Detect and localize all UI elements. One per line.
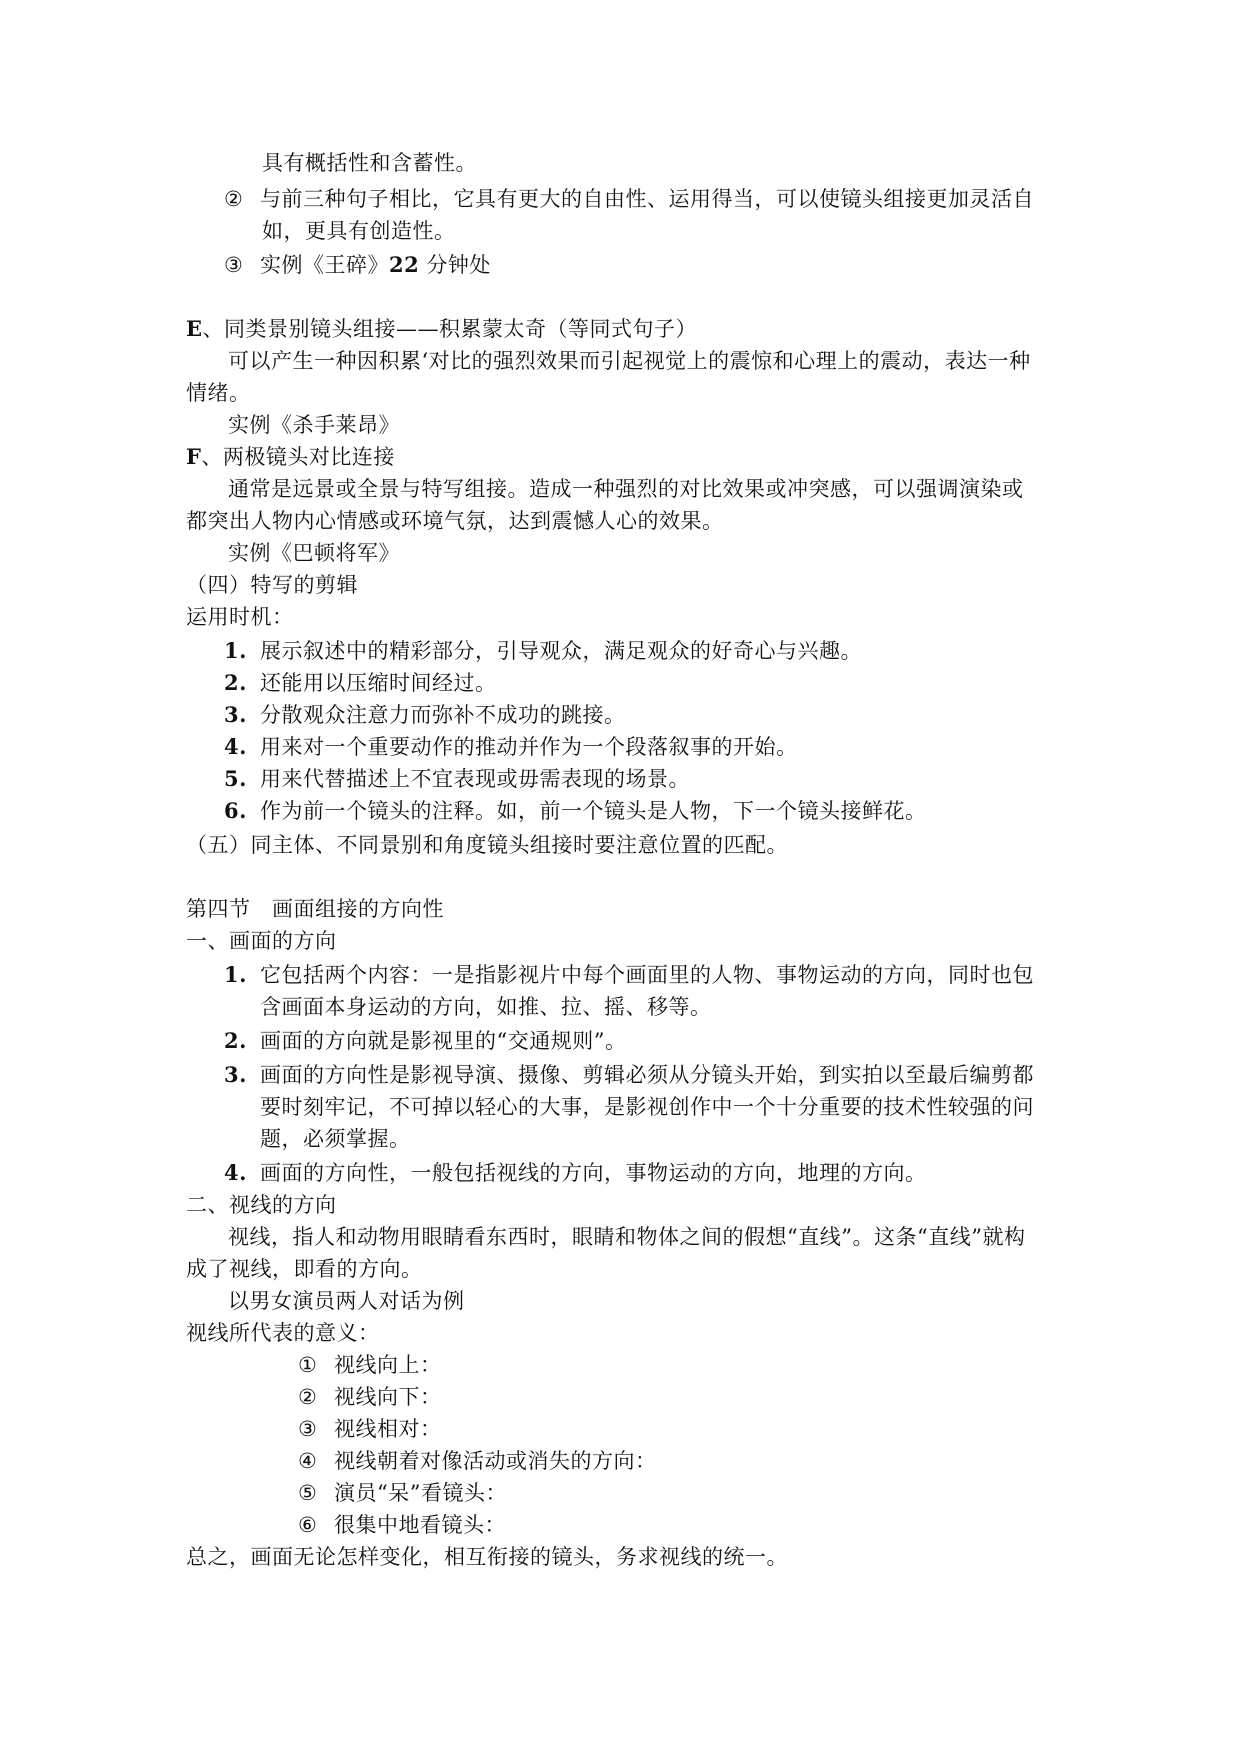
list-item-text: 视线向上： xyxy=(334,1353,442,1377)
list-item-continuation xyxy=(260,1124,411,1154)
list-item xyxy=(224,764,690,794)
continuation-line xyxy=(262,148,477,178)
text-span: （五）同主体、不同景别和角度镜头组接时要注意位置的匹配。 xyxy=(186,833,788,857)
list-item xyxy=(298,1350,442,1380)
list-item-continuation xyxy=(262,216,456,246)
text-span: 如，更具有创造性。 xyxy=(262,219,456,243)
section-heading-four xyxy=(186,570,358,600)
list-item-text: 作为前一个镜头的注释。如，前一个镜头是人物，下一个镜头接鲜花。 xyxy=(260,799,927,823)
list-item xyxy=(224,960,1034,990)
list-item xyxy=(298,1382,442,1412)
list-item xyxy=(224,668,497,698)
section-letter: E xyxy=(186,316,203,341)
list-item-text: 用来对一个重要动作的推动并作为一个段落叙事的开始。 xyxy=(260,735,798,759)
list-item xyxy=(224,250,491,280)
list-item xyxy=(224,184,1034,214)
list-number: 2. xyxy=(224,670,247,695)
minute-number: 22 xyxy=(389,252,420,277)
list-item xyxy=(298,1414,442,1444)
circled-marker: ⑥ xyxy=(298,1513,318,1537)
text-span: 第四节 画面组接的方向性 xyxy=(186,897,444,921)
list-item-text: 用来代替描述上不宜表现或毋需表现的场景。 xyxy=(260,767,690,791)
text-span: 一、画面的方向 xyxy=(186,929,337,953)
paragraph-line xyxy=(186,1254,423,1284)
conclusion-line xyxy=(186,1542,788,1572)
section-heading-text: 、同类景别镜头组接——积累蒙太奇（等同式句子） xyxy=(202,317,698,341)
list-item-text: 画面的方向性，一般包括视线的方向，事物运动的方向，地理的方向。 xyxy=(260,1161,927,1185)
list-item xyxy=(298,1446,657,1476)
list-item-text-end: 分钟处 xyxy=(419,253,491,277)
list-item-text: 画面的方向性是影视导演、摄像、剪辑必须从分镜头开始，到实拍以至最后编剪都 xyxy=(260,1063,1034,1087)
text-span: 成了视线，即看的方向。 xyxy=(186,1257,423,1281)
list-number: 6. xyxy=(224,798,247,823)
list-item-text: 视线相对： xyxy=(334,1417,442,1441)
text-span: 总之，画面无论怎样变化，相互衔接的镜头，务求视线的统一。 xyxy=(186,1545,788,1569)
list-item-continuation xyxy=(260,992,712,1022)
list-number: 4. xyxy=(224,734,247,759)
text-span: 视线，指人和动物用眼睛看东西时，眼睛和物体之间的假想“直线”。这条“直线”就构 xyxy=(228,1225,1026,1249)
section-heading-f xyxy=(186,442,395,472)
list-number: 5. xyxy=(224,766,247,791)
circled-marker: ③ xyxy=(224,253,244,277)
list-item xyxy=(224,1026,626,1056)
list-item-text: 演员“呆”看镜头： xyxy=(334,1481,507,1505)
text-span: 可以产生一种因积累‘对比的强烈效果而引起视觉上的震惊和心理上的震动，表达一种 xyxy=(228,349,1031,373)
text-span: 情绪。 xyxy=(186,381,251,405)
list-item xyxy=(224,796,927,826)
part-heading xyxy=(186,926,337,956)
list-item-text: 展示叙述中的精彩部分，引导观众，满足观众的好奇心与兴趣。 xyxy=(260,639,862,663)
text-span: （四）特写的剪辑 xyxy=(186,573,358,597)
circled-marker: ⑤ xyxy=(298,1481,318,1505)
paragraph-line xyxy=(228,1222,1025,1252)
list-item-text: 它包括两个内容：一是指影视片中每个画面里的人物、事物运动的方向，同时也包 xyxy=(260,963,1034,987)
list-number: 3. xyxy=(224,702,247,727)
list-number: 1. xyxy=(224,962,247,987)
list-item-text: 很集中地看镜头： xyxy=(334,1513,506,1537)
example-line xyxy=(228,1286,465,1316)
circled-marker: ② xyxy=(224,187,244,211)
list-number: 3. xyxy=(224,1062,247,1087)
paragraph-line xyxy=(228,474,1024,504)
paragraph-line xyxy=(186,506,724,536)
list-item xyxy=(224,1060,1034,1090)
list-item-text: 视线向下： xyxy=(334,1385,442,1409)
paragraph-line xyxy=(228,346,1031,376)
list-item xyxy=(298,1478,507,1508)
list-number: 2. xyxy=(224,1028,247,1053)
list-item-continuation xyxy=(260,1092,1034,1122)
list-item-text: 实例《王碎》 xyxy=(260,253,389,277)
text-span: 要时刻牢记，不可掉以轻心的大事，是影视创作中一个十分重要的技术性较强的问 xyxy=(260,1095,1034,1119)
sub-heading xyxy=(186,602,294,632)
sub-heading xyxy=(186,1318,380,1348)
list-item-text: 还能用以压缩时间经过。 xyxy=(260,671,497,695)
text-span: 题，必须掌握。 xyxy=(260,1127,411,1151)
list-item-text: 分散观众注意力而弥补不成功的跳接。 xyxy=(260,703,626,727)
text-span: 实例《巴顿将军》 xyxy=(228,541,400,565)
chapter-title xyxy=(186,894,444,924)
list-item-text: 画面的方向就是影视里的“交通规则”。 xyxy=(260,1029,627,1053)
list-item xyxy=(298,1510,506,1540)
list-item-text: 与前三种句子相比，它具有更大的自由性、运用得当，可以使镜头组接更加灵活自 xyxy=(260,187,1034,211)
section-heading-e xyxy=(186,314,697,344)
circled-marker: ① xyxy=(298,1353,318,1377)
list-item xyxy=(224,1158,927,1188)
text-span: 通常是远景或全景与特写组接。造成一种强烈的对比效果或冲突感，可以强调演染或 xyxy=(228,477,1024,501)
example-line xyxy=(228,538,400,568)
circled-marker: ③ xyxy=(298,1417,318,1441)
list-item-text: 视线朝着对像活动或消失的方向： xyxy=(334,1449,657,1473)
text-span: 含画面本身运动的方向，如推、拉、摇、移等。 xyxy=(260,995,712,1019)
section-letter: F xyxy=(186,444,202,469)
text-span: 都突出人物内心情感或环境气氛，达到震憾人心的效果。 xyxy=(186,509,724,533)
list-number: 4. xyxy=(224,1160,247,1185)
example-line xyxy=(228,410,400,440)
text-span: 视线所代表的意义： xyxy=(186,1321,380,1345)
text-span: 以男女演员两人对话为例 xyxy=(228,1289,465,1313)
text-span: 二、视线的方向 xyxy=(186,1193,337,1217)
text-span: 运用时机： xyxy=(186,605,294,629)
text-span: 具有概括性和含蓄性。 xyxy=(262,151,477,175)
text-span: 实例《杀手莱昂》 xyxy=(228,413,400,437)
circled-marker: ② xyxy=(298,1385,318,1409)
list-item xyxy=(224,636,862,666)
list-item xyxy=(224,732,798,762)
list-item xyxy=(224,700,626,730)
section-heading-text: 、两极镜头对比连接 xyxy=(201,445,395,469)
list-number: 1. xyxy=(224,638,247,663)
circled-marker: ④ xyxy=(298,1449,318,1473)
part-heading xyxy=(186,1190,337,1220)
section-heading-five xyxy=(186,830,788,860)
paragraph-line xyxy=(186,378,251,408)
